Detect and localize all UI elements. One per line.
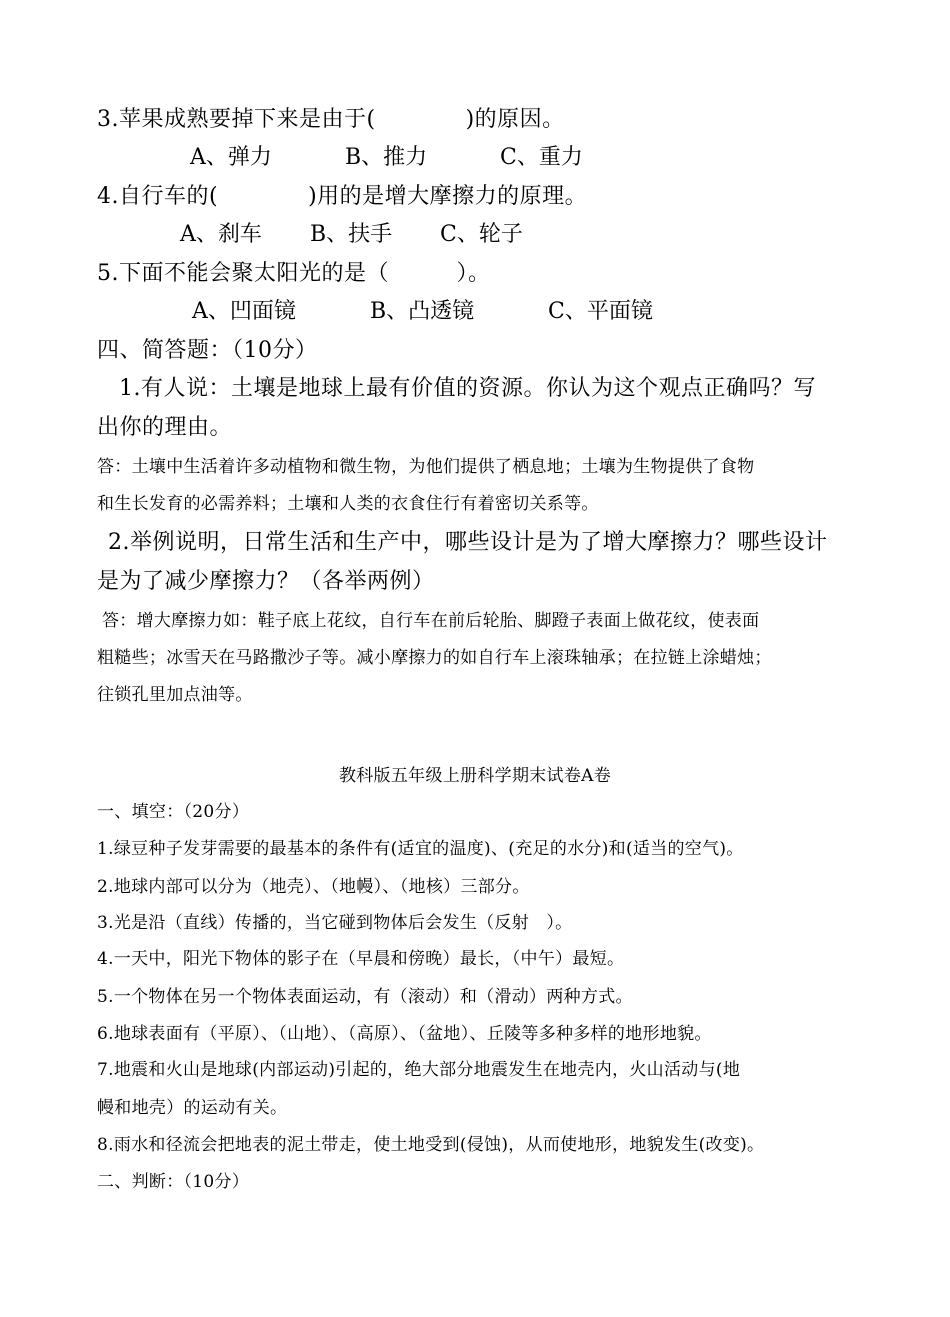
judge-heading: 二、判断：（10分） bbox=[97, 1172, 250, 1192]
fill-item-8: 8.雨水和径流会把地表的泥土带走，使土地受到(侵蚀)，从而使地形，地貌发生(改变)。 bbox=[97, 1135, 765, 1155]
section-4-a2-line2: 粗糙些；冰雪天在马路撒沙子等。减小摩擦力的如自行车上滚珠轴承；在拉链上涂蜡烛； bbox=[97, 648, 772, 668]
exam-title: 教科版五年级上册科学期末试卷A卷 bbox=[338, 766, 612, 786]
fill-item-3: 3.光是沿（直线）传播的，当它碰到物体后会发生（反射 ）。 bbox=[97, 913, 573, 933]
fill-item-4: 4.一天中，阳光下物体的影子在（早晨和傍晚）最长，（中午）最短。 bbox=[97, 949, 625, 969]
q4-option-b: B、扶手 bbox=[310, 222, 393, 247]
section-4-q2-line1: 2.举例说明，日常生活和生产中，哪些设计是为了增大摩擦力？哪些设计 bbox=[108, 530, 828, 555]
section-4-q1-line2: 出你的理由。 bbox=[97, 415, 233, 440]
fill-item-7-line1: 7.地震和火山是地球(内部运动)引起的，绝大部分地震发生在地壳内，火山活动与(地 bbox=[97, 1060, 741, 1080]
q5-option-c: C、平面镜 bbox=[548, 299, 653, 324]
q5-option-a: A、凹面镜 bbox=[192, 299, 296, 324]
q3-option-b: B、推力 bbox=[345, 145, 428, 170]
q3-option-a: A、弹力 bbox=[190, 145, 272, 170]
fill-item-1: 1.绿豆种子发芽需要的最基本的条件有(适宜的温度)、(充足的水分)和(适当的空气)。 bbox=[97, 839, 744, 859]
question-4: 4.自行车的( )用的是增大摩擦力的原理。 bbox=[97, 184, 588, 209]
question-5: 5.下面不能会聚太阳光的是（ ）。 bbox=[97, 261, 491, 286]
section-4-q2-line2: 是为了减少摩擦力？（各举两例） bbox=[97, 569, 435, 594]
q3-option-c: C、重力 bbox=[500, 145, 583, 170]
question-3: 3.苹果成熟要掉下来是由于( )的原因。 bbox=[97, 107, 565, 132]
section-4-a2-line3: 往锁孔里加点油等。 bbox=[97, 685, 253, 705]
fill-item-6: 6.地球表面有（平原）、（山地）、（高原）、（盆地）、丘陵等多种多样的地形地貌。 bbox=[97, 1024, 712, 1044]
q4-option-a: A、刹车 bbox=[180, 222, 262, 247]
fill-item-2: 2.地球内部可以分为（地壳）、（地幔）、（地核）三部分。 bbox=[97, 877, 530, 897]
section-4-q1-line1: 1.有人说：土壤是地球上最有价值的资源。你认为这个观点正确吗？写 bbox=[119, 376, 816, 401]
q5-option-b: B、凸透镜 bbox=[370, 299, 475, 324]
q4-option-c: C、轮子 bbox=[440, 222, 523, 247]
fill-item-7-line2: 幔和地壳）的运动有关。 bbox=[97, 1098, 288, 1118]
section-4-a1-line2: 和生长发育的必需养料；土壤和人类的衣食住行有着密切关系等。 bbox=[97, 494, 599, 514]
fill-heading: 一、填空：（20分） bbox=[97, 802, 250, 822]
fill-item-5: 5.一个物体在另一个物体表面运动，有（滚动）和（滑动）两种方式。 bbox=[97, 987, 633, 1007]
section-4-a1-line1: 答：土壤中生活着许多动植物和微生物，为他们提供了栖息地；土壤为生物提供了食物 bbox=[97, 457, 755, 477]
section-4-a2-line1: 答：增大摩擦力如：鞋子底上花纹，自行车在前后轮胎、脚蹬子表面上做花纹，使表面 bbox=[102, 611, 760, 631]
section-4-heading: 四、简答题：（10分） bbox=[97, 338, 318, 363]
